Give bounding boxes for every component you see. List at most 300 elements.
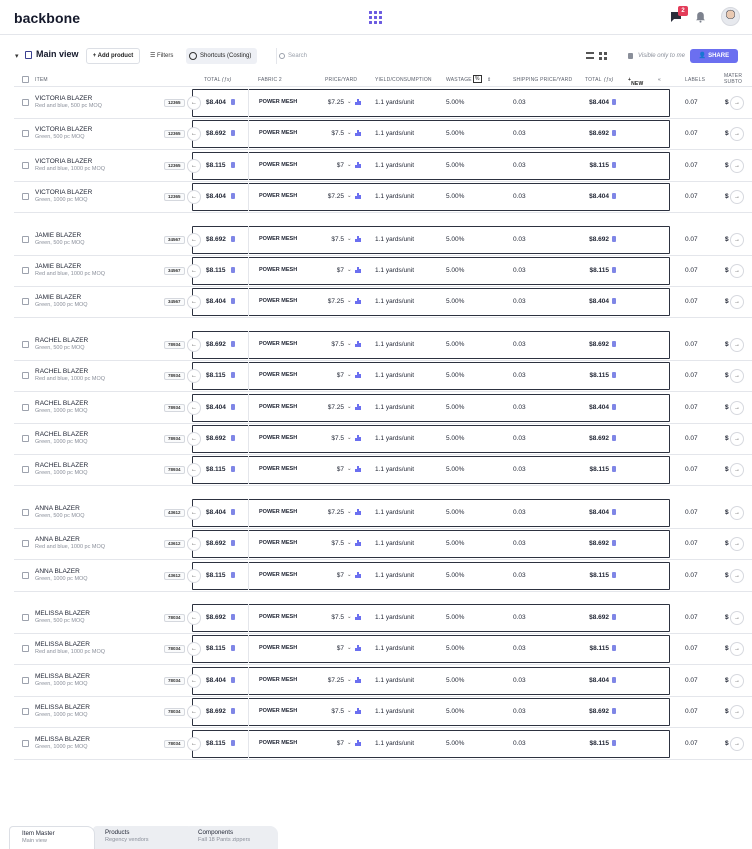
chevron-down-icon[interactable]: ⌄ [347,435,352,441]
shipping-value[interactable]: 0.03 [513,372,526,379]
table-row[interactable] [14,151,752,181]
total-2-value[interactable]: $8.404 [589,404,609,411]
add-product-button[interactable] [86,48,140,64]
table-row[interactable] [14,498,752,528]
total-2-value[interactable]: $8.115 [589,645,609,652]
collapse-left-icon[interactable]: ← [187,369,201,383]
fabric-value[interactable]: POWER MESH [259,540,298,546]
expand-right-icon[interactable]: → [730,369,744,383]
collapse-icon[interactable]: « [658,77,661,83]
row-checkbox[interactable] [22,162,29,169]
collapse-left-icon[interactable]: ← [187,127,201,141]
bar-chart-icon[interactable] [355,99,361,105]
item-name[interactable]: MELISSA BLAZER [35,673,90,680]
col-shipping[interactable]: SHIPPING PRICE/YARD [513,77,573,83]
item-name[interactable]: VICTORIA BLAZER [35,158,93,165]
bar-chart-icon[interactable] [355,236,361,242]
shipping-value[interactable]: 0.03 [513,99,526,106]
expand-right-icon[interactable]: → [730,432,744,446]
price-value[interactable]: $7.5 [331,435,344,442]
total-2-value[interactable]: $8.692 [589,708,609,715]
wastage-value[interactable]: 5.00% [446,708,465,715]
price-value[interactable]: $7.5 [331,236,344,243]
material-subtotal-value[interactable]: $ [725,435,729,442]
bar-chart-icon[interactable] [355,298,361,304]
chevron-down-icon[interactable]: ⌄ [347,404,352,410]
item-name[interactable]: MELISSA BLAZER [35,704,90,711]
col-total-2[interactable]: TOTAL [585,77,602,83]
labels-value[interactable]: 0.07 [685,645,698,652]
bar-chart-icon[interactable] [355,509,361,515]
new-column-button[interactable]: + NEW [628,77,644,87]
fabric-value[interactable]: POWER MESH [259,677,298,683]
col-fabric[interactable]: FABRIC 2 [258,77,282,83]
material-subtotal-value[interactable]: $ [725,162,729,169]
col-item[interactable]: ITEM [35,77,48,83]
table-row[interactable] [14,287,752,317]
wastage-value[interactable]: 5.00% [446,645,465,652]
select-all-checkbox[interactable] [22,76,29,83]
expand-right-icon[interactable]: → [730,537,744,551]
table-row[interactable] [14,729,752,759]
wastage-value[interactable]: 5.00% [446,267,465,274]
total-value[interactable]: $8.115 [206,740,226,747]
table-row[interactable] [14,666,752,696]
tab-components[interactable] [186,826,278,849]
item-name[interactable]: ANNA BLAZER [35,536,80,543]
yield-value[interactable]: 1.1 yards/unit [375,341,415,348]
row-checkbox[interactable] [22,740,29,747]
total-2-value[interactable]: $8.115 [589,466,609,473]
fabric-value[interactable]: POWER MESH [259,435,298,441]
wastage-value[interactable]: 5.00% [446,236,465,243]
total-value[interactable]: $8.115 [206,267,226,274]
chevron-down-icon[interactable]: ⌄ [347,614,352,620]
chevron-down-icon[interactable]: ⌄ [347,677,352,683]
material-subtotal-value[interactable]: $ [725,572,729,579]
item-name[interactable]: MELISSA BLAZER [35,610,90,617]
wastage-value[interactable]: 5.00% [446,130,465,137]
material-subtotal-value[interactable]: $ [725,130,729,137]
material-subtotal-value[interactable]: $ [725,341,729,348]
price-value[interactable]: $7 [336,372,344,379]
expand-right-icon[interactable]: → [730,295,744,309]
row-checkbox[interactable] [22,267,29,274]
row-checkbox[interactable] [22,99,29,106]
chevron-down-icon[interactable]: ⌄ [347,572,352,578]
tile-view-icon[interactable] [599,52,607,60]
total-value[interactable]: $8.115 [206,645,226,652]
table-row[interactable] [14,561,752,591]
price-value[interactable]: $7.25 [327,509,344,516]
shipping-value[interactable]: 0.03 [513,645,526,652]
row-checkbox[interactable] [22,372,29,379]
collapse-left-icon[interactable]: ← [187,506,201,520]
percent-icon[interactable]: % [475,76,480,82]
bar-chart-icon[interactable] [355,193,361,199]
row-checkbox[interactable] [22,572,29,579]
yield-value[interactable]: 1.1 yards/unit [375,708,415,715]
material-subtotal-value[interactable]: $ [725,708,729,715]
collapse-left-icon[interactable]: ← [187,264,201,278]
col-labels[interactable]: LABELS [685,77,706,83]
yield-value[interactable]: 1.1 yards/unit [375,236,415,243]
price-value[interactable]: $7.5 [331,540,344,547]
row-checkbox[interactable] [22,341,29,348]
total-value[interactable]: $8.692 [206,341,226,348]
collapse-left-icon[interactable]: ← [187,642,201,656]
labels-value[interactable]: 0.07 [685,677,698,684]
shipping-value[interactable]: 0.03 [513,193,526,200]
wastage-value[interactable]: 5.00% [446,614,465,621]
item-name[interactable]: JAMIE BLAZER [35,232,82,239]
collapse-left-icon[interactable]: ← [187,463,201,477]
item-name[interactable]: ANNA BLAZER [35,505,80,512]
item-name[interactable]: MELISSA BLAZER [35,641,90,648]
fabric-value[interactable]: POWER MESH [259,466,298,472]
yield-value[interactable]: 1.1 yards/unit [375,614,415,621]
wastage-value[interactable]: 5.00% [446,572,465,579]
yield-value[interactable]: 1.1 yards/unit [375,435,415,442]
material-subtotal-value[interactable]: $ [725,236,729,243]
expand-right-icon[interactable]: → [730,674,744,688]
shipping-value[interactable]: 0.03 [513,614,526,621]
bar-chart-icon[interactable] [355,740,361,746]
table-row[interactable] [14,256,752,286]
yield-value[interactable]: 1.1 yards/unit [375,193,415,200]
formula-icon[interactable]: (ƒx) [222,77,232,83]
yield-value[interactable]: 1.1 yards/unit [375,130,415,137]
fabric-value[interactable]: POWER MESH [259,162,298,168]
expand-right-icon[interactable]: → [730,611,744,625]
total-2-value[interactable]: $8.692 [589,614,609,621]
price-value[interactable]: $7.5 [331,708,344,715]
expand-right-icon[interactable]: → [730,506,744,520]
row-checkbox[interactable] [22,677,29,684]
item-name[interactable]: ANNA BLAZER [35,568,80,575]
price-value[interactable]: $7.5 [331,130,344,137]
shipping-value[interactable]: 0.03 [513,404,526,411]
fabric-value[interactable]: POWER MESH [259,99,298,105]
fabric-value[interactable]: POWER MESH [259,341,298,347]
bar-chart-icon[interactable] [355,540,361,546]
labels-value[interactable]: 0.07 [685,130,698,137]
collapse-left-icon[interactable]: ← [187,705,201,719]
shipping-value[interactable]: 0.03 [513,466,526,473]
tab-item-master[interactable] [9,826,95,849]
total-2-value[interactable]: $8.692 [589,341,609,348]
total-2-value[interactable]: $8.115 [589,740,609,747]
chevron-down-icon[interactable]: ⌄ [347,645,352,651]
total-value[interactable]: $8.404 [206,193,226,200]
yield-value[interactable]: 1.1 yards/unit [375,572,415,579]
shipping-value[interactable]: 0.03 [513,298,526,305]
total-2-value[interactable]: $8.692 [589,236,609,243]
yield-value[interactable]: 1.1 yards/unit [375,466,415,473]
material-subtotal-value[interactable]: $ [725,677,729,684]
yield-value[interactable]: 1.1 yards/unit [375,372,415,379]
expand-right-icon[interactable]: → [730,463,744,477]
labels-value[interactable]: 0.07 [685,298,698,305]
total-value[interactable]: $8.404 [206,509,226,516]
item-name[interactable]: VICTORIA BLAZER [35,95,93,102]
chevron-down-icon[interactable]: ⌄ [347,509,352,515]
wastage-value[interactable]: 5.00% [446,372,465,379]
expand-right-icon[interactable]: → [730,705,744,719]
bell-icon[interactable] [695,11,706,23]
app-logo[interactable]: backbone [14,10,81,26]
total-2-value[interactable]: $8.692 [589,540,609,547]
material-subtotal-value[interactable]: $ [725,740,729,747]
wastage-value[interactable]: 5.00% [446,677,465,684]
yield-value[interactable]: 1.1 yards/unit [375,677,415,684]
total-2-value[interactable]: $8.404 [589,509,609,516]
labels-value[interactable]: 0.07 [685,99,698,106]
table-row[interactable] [14,88,752,118]
fabric-value[interactable]: POWER MESH [259,404,298,410]
fabric-value[interactable]: POWER MESH [259,708,298,714]
app-grid-icon[interactable] [369,11,382,24]
total-value[interactable]: $8.404 [206,99,226,106]
expand-right-icon[interactable]: → [730,96,744,110]
chevron-down-icon[interactable]: ⌄ [347,540,352,546]
yield-value[interactable]: 1.1 yards/unit [375,298,415,305]
material-subtotal-value[interactable]: $ [725,509,729,516]
total-value[interactable]: $8.404 [206,404,226,411]
row-checkbox[interactable] [22,130,29,137]
material-subtotal-value[interactable]: $ [725,404,729,411]
wastage-value[interactable]: 5.00% [446,193,465,200]
labels-value[interactable]: 0.07 [685,341,698,348]
expand-right-icon[interactable]: → [730,569,744,583]
shortcuts-button[interactable] [186,48,257,64]
col-yield[interactable]: YIELD/CONSUMPTION [375,77,432,83]
collapse-left-icon[interactable]: ← [187,96,201,110]
bar-chart-icon[interactable] [355,162,361,168]
expand-right-icon[interactable]: → [730,737,744,751]
expand-right-icon[interactable]: → [730,642,744,656]
material-subtotal-value[interactable]: $ [725,193,729,200]
total-value[interactable]: $8.692 [206,236,226,243]
wastage-value[interactable]: 5.00% [446,435,465,442]
wastage-value[interactable]: 5.00% [446,99,465,106]
item-name[interactable]: VICTORIA BLAZER [35,189,93,196]
fabric-value[interactable]: POWER MESH [259,130,298,136]
wastage-value[interactable]: 5.00% [446,341,465,348]
yield-value[interactable]: 1.1 yards/unit [375,540,415,547]
row-checkbox[interactable] [22,466,29,473]
item-name[interactable]: MELISSA BLAZER [35,736,90,743]
wastage-value[interactable]: 5.00% [446,509,465,516]
table-row[interactable] [14,424,752,454]
fabric-value[interactable]: POWER MESH [259,298,298,304]
price-value[interactable]: $7 [336,645,344,652]
share-button[interactable] [690,49,738,63]
labels-value[interactable]: 0.07 [685,267,698,274]
wastage-value[interactable]: 5.00% [446,540,465,547]
row-checkbox[interactable] [22,540,29,547]
avatar[interactable] [721,7,740,26]
price-value[interactable]: $7.25 [327,677,344,684]
bar-chart-icon[interactable] [355,372,361,378]
fabric-value[interactable]: POWER MESH [259,267,298,273]
price-value[interactable]: $7 [336,267,344,274]
bar-chart-icon[interactable] [355,267,361,273]
total-2-value[interactable]: $8.692 [589,435,609,442]
row-checkbox[interactable] [22,614,29,621]
chevron-down-icon[interactable]: ⌄ [347,236,352,242]
price-value[interactable]: $7.5 [331,341,344,348]
col-total[interactable]: TOTAL [204,77,221,83]
labels-value[interactable]: 0.07 [685,372,698,379]
total-2-value[interactable]: $8.692 [589,130,609,137]
total-value[interactable]: $8.692 [206,708,226,715]
chevron-down-icon[interactable]: ⌄ [347,162,352,168]
table-row[interactable] [14,393,752,423]
shipping-value[interactable]: 0.03 [513,708,526,715]
yield-value[interactable]: 1.1 yards/unit [375,267,415,274]
table-row[interactable] [14,455,752,485]
table-row[interactable] [14,330,752,360]
bar-chart-icon[interactable] [355,572,361,578]
shipping-value[interactable]: 0.03 [513,572,526,579]
bar-chart-icon[interactable] [355,645,361,651]
chevron-down-icon[interactable]: ⌄ [347,99,352,105]
item-name[interactable]: JAMIE BLAZER [35,294,82,301]
table-row[interactable] [14,697,752,727]
shipping-value[interactable]: 0.03 [513,341,526,348]
col-material[interactable]: MATER SUBTO [724,73,743,85]
price-value[interactable]: $7.25 [327,298,344,305]
fabric-value[interactable]: POWER MESH [259,614,298,620]
collapse-left-icon[interactable]: ← [187,674,201,688]
expand-right-icon[interactable]: → [730,338,744,352]
row-checkbox[interactable] [22,404,29,411]
collapse-left-icon[interactable]: ← [187,401,201,415]
labels-value[interactable]: 0.07 [685,614,698,621]
material-subtotal-value[interactable]: $ [725,372,729,379]
total-2-value[interactable]: $8.404 [589,99,609,106]
total-2-value[interactable]: $8.115 [589,372,609,379]
total-value[interactable]: $8.115 [206,466,226,473]
table-row[interactable] [14,529,752,559]
yield-value[interactable]: 1.1 yards/unit [375,99,415,106]
shipping-value[interactable]: 0.03 [513,267,526,274]
fabric-value[interactable]: POWER MESH [259,372,298,378]
row-checkbox[interactable] [22,298,29,305]
table-row[interactable] [14,119,752,149]
chevron-down-icon[interactable]: ⌄ [347,466,352,472]
total-value[interactable]: $8.692 [206,614,226,621]
price-value[interactable]: $7 [336,466,344,473]
expand-right-icon[interactable]: → [730,159,744,173]
expand-right-icon[interactable]: → [730,401,744,415]
item-name[interactable]: RACHEL BLAZER [35,337,89,344]
shipping-value[interactable]: 0.03 [513,509,526,516]
formula-icon-2[interactable]: (ƒx) [604,77,614,83]
wastage-value[interactable]: 5.00% [446,298,465,305]
expand-right-icon[interactable]: → [730,264,744,278]
item-name[interactable]: JAMIE BLAZER [35,263,82,270]
labels-value[interactable]: 0.07 [685,236,698,243]
labels-value[interactable]: 0.07 [685,509,698,516]
shipping-value[interactable]: 0.03 [513,236,526,243]
fabric-value[interactable]: POWER MESH [259,509,298,515]
chevron-down-icon[interactable]: ⌄ [347,298,352,304]
item-name[interactable]: VICTORIA BLAZER [35,126,93,133]
item-name[interactable]: RACHEL BLAZER [35,462,89,469]
expand-right-icon[interactable]: → [730,233,744,247]
wastage-value[interactable]: 5.00% [446,466,465,473]
bar-chart-icon[interactable] [355,614,361,620]
total-value[interactable]: $8.115 [206,572,226,579]
yield-value[interactable]: 1.1 yards/unit [375,162,415,169]
row-checkbox[interactable] [22,645,29,652]
fabric-value[interactable]: POWER MESH [259,572,298,578]
total-2-value[interactable]: $8.404 [589,193,609,200]
material-subtotal-value[interactable]: $ [725,540,729,547]
col-price[interactable]: PRICE/YARD [325,77,358,83]
item-name[interactable]: RACHEL BLAZER [35,368,89,375]
bar-chart-icon[interactable] [355,341,361,347]
item-name[interactable]: RACHEL BLAZER [35,431,89,438]
collapse-left-icon[interactable]: ← [187,159,201,173]
chevron-down-icon[interactable]: ⌄ [347,193,352,199]
material-subtotal-value[interactable]: $ [725,614,729,621]
total-2-value[interactable]: $8.115 [589,572,609,579]
wastage-value[interactable]: 5.00% [446,162,465,169]
total-value[interactable]: $8.115 [206,162,226,169]
labels-value[interactable]: 0.07 [685,540,698,547]
yield-value[interactable]: 1.1 yards/unit [375,404,415,411]
expand-right-icon[interactable]: → [730,127,744,141]
price-value[interactable]: $7 [336,162,344,169]
fabric-value[interactable]: POWER MESH [259,236,298,242]
bar-chart-icon[interactable] [355,435,361,441]
total-value[interactable]: $8.404 [206,298,226,305]
search-input[interactable] [276,48,307,64]
bar-chart-icon[interactable] [355,130,361,136]
shipping-value[interactable]: 0.03 [513,740,526,747]
labels-value[interactable]: 0.07 [685,708,698,715]
material-subtotal-value[interactable]: $ [725,298,729,305]
total-value[interactable]: $8.692 [206,540,226,547]
tab-products[interactable] [93,826,195,849]
fabric-value[interactable]: POWER MESH [259,645,298,651]
wastage-value[interactable]: 5.00% [446,404,465,411]
labels-value[interactable]: 0.07 [685,162,698,169]
bar-chart-icon[interactable] [355,708,361,714]
material-subtotal-value[interactable]: $ [725,466,729,473]
bar-chart-icon[interactable] [355,404,361,410]
table-row[interactable] [14,361,752,391]
table-row[interactable] [14,634,752,664]
price-value[interactable]: $7.25 [327,193,344,200]
table-row[interactable] [14,182,752,212]
total-value[interactable]: $8.692 [206,435,226,442]
collapse-left-icon[interactable]: ← [187,611,201,625]
chevron-down-icon[interactable]: ⌄ [347,267,352,273]
table-row[interactable] [14,603,752,633]
labels-value[interactable]: 0.07 [685,572,698,579]
chevron-down-icon[interactable]: ⌄ [347,130,352,136]
material-subtotal-value[interactable]: $ [725,267,729,274]
material-subtotal-value[interactable]: $ [725,99,729,106]
total-value[interactable]: $8.115 [206,372,226,379]
row-checkbox[interactable] [22,435,29,442]
shipping-value[interactable]: 0.03 [513,162,526,169]
item-name[interactable]: RACHEL BLAZER [35,400,89,407]
